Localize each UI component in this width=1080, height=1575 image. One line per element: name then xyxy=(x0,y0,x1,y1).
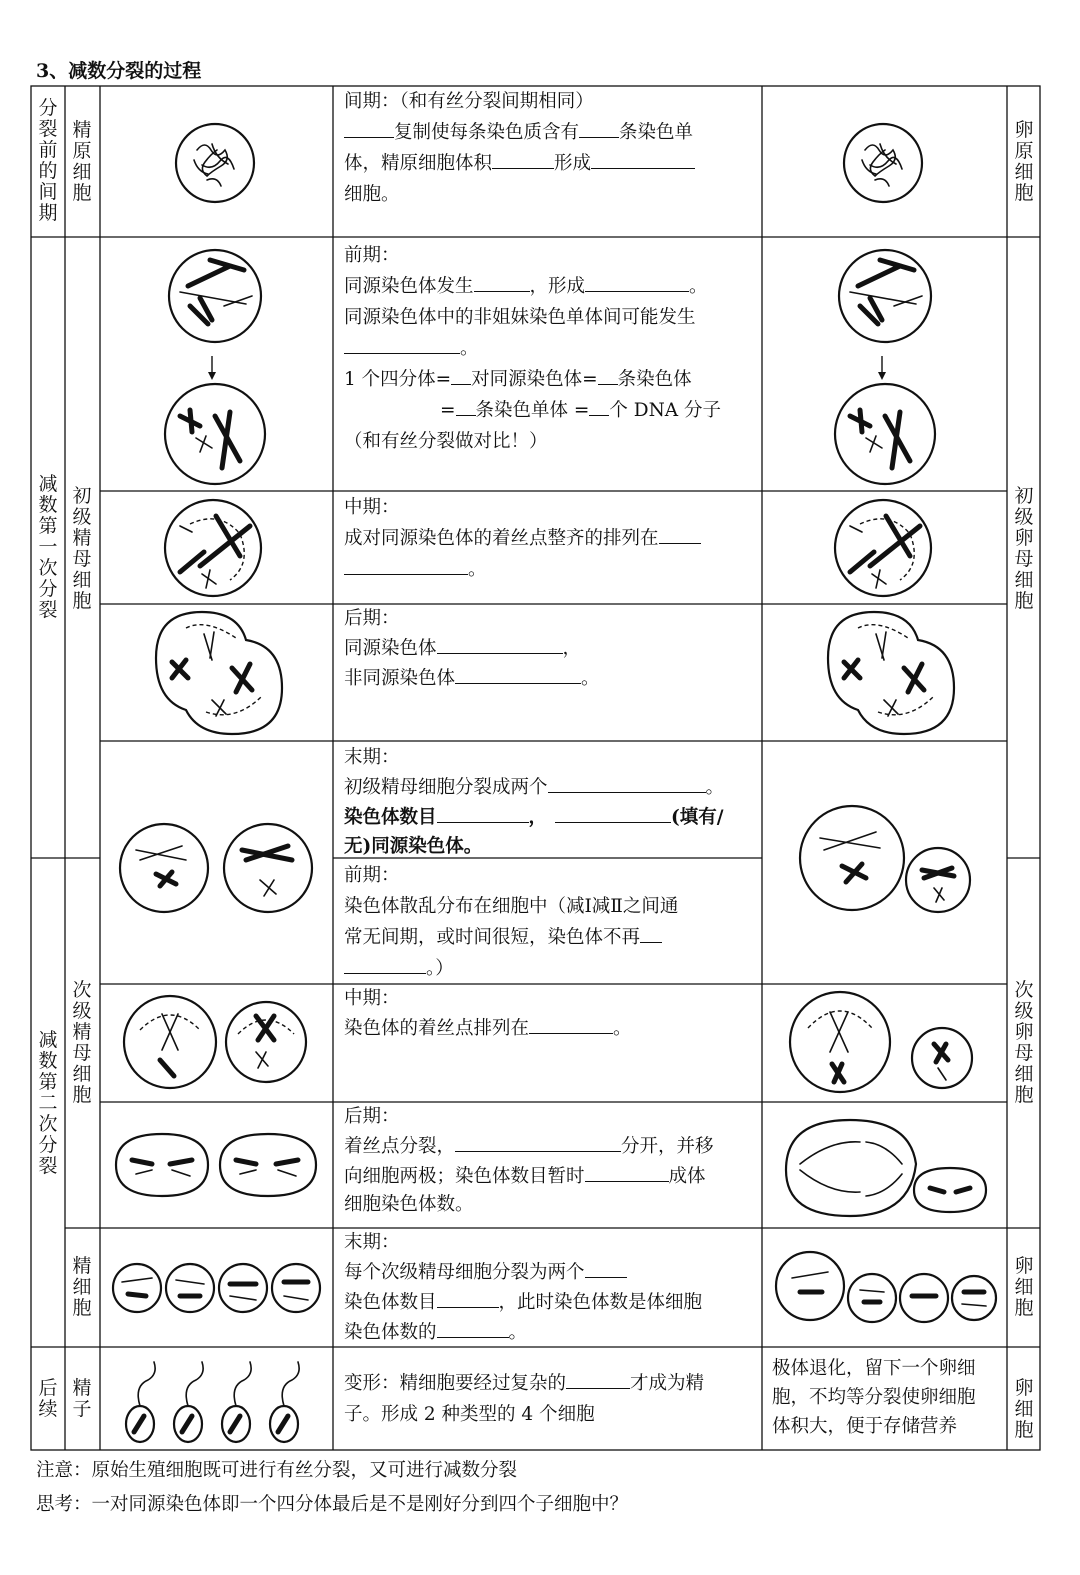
sperm-image xyxy=(112,1360,312,1444)
male-cell-spermatogonium: 精原细胞 xyxy=(72,119,92,204)
metaphase1-male-image xyxy=(160,496,266,600)
anaphase2-female-image xyxy=(780,1114,994,1222)
prophase1-male-image xyxy=(160,246,270,486)
prophase2-text: 前期： 染色体散乱分布在细胞中（减Ⅰ减Ⅱ之间通 常无间期，或时间很短，染色体不再 。） xyxy=(344,865,679,979)
anaphase1-text: 后期： 同源染色体 ， 非同源染色体 。 xyxy=(344,608,600,689)
oogonium-image xyxy=(840,120,926,206)
male-cell-primary: 初级精母细胞 xyxy=(72,485,92,612)
stage-label-after: 后续 xyxy=(38,1377,58,1420)
stage-label-meiosis1: 减数第一次分裂 xyxy=(38,473,58,621)
anaphase2-text: 后期： 着丝点分裂， 分开，并移 向细胞两极；染色体数目暂时 成体 细胞染色体数。 xyxy=(344,1106,714,1215)
female-cell-primary: 初级卵母细胞 xyxy=(1014,485,1034,612)
after-male-text: 变形：精细胞要经过复杂的 才成为精 子。形成 2 种类型的 4 个细胞 xyxy=(344,1368,704,1430)
anaphase1-female-image xyxy=(818,608,958,738)
male-cell-secondary: 次级精母细胞 xyxy=(72,979,92,1106)
female-cell-oogonium: 卵原细胞 xyxy=(1014,119,1034,204)
metaphase1-female-image xyxy=(830,496,936,600)
telophase2-female-image xyxy=(772,1248,998,1324)
metaphase2-female-image xyxy=(786,988,982,1096)
prophase1-text: 前期： 同源染色体发生 ，形成 。 同源染色体中的非姐妹染色单体间可能发生 。 1 个四分体= 对同源染色体= 条染色体 = 条染色单体 = 个 DNA 分子 （和有丝分裂做对比！） xyxy=(344,245,722,452)
prophase1-female-image xyxy=(830,246,940,486)
stage-label-pre: 分裂前的间期 xyxy=(38,97,58,224)
stage-label-meiosis2: 减数第二次分裂 xyxy=(38,1029,58,1177)
anaphase2-male-image xyxy=(112,1130,322,1200)
spermatogonium-image xyxy=(172,120,258,206)
note-think: 思考：一对同源染色体即一个四分体最后是不是刚好分到四个子细胞中？ xyxy=(36,1494,629,1515)
telophase1-male-image xyxy=(116,820,316,916)
interphase-text: 间期：（和有丝分裂间期相同） 复制使每条染色质含有 条染色单 体，精原细胞体积 形成 细胞。 xyxy=(344,91,694,205)
telophase1-female-image xyxy=(796,802,976,920)
telophase2-text: 末期： 每个次级精母细胞分裂为两个 染色体数目 ，此时染色体数是体细胞 染色体数的 。 xyxy=(344,1232,703,1343)
after-female-text: 极体退化，留下一个卵细 胞，不均等分裂使卵细胞 体积大，便于存储营养 xyxy=(772,1358,976,1437)
female-cell-secondary: 次级卵母细胞 xyxy=(1014,979,1034,1106)
anaphase1-male-image xyxy=(146,608,286,738)
male-cell-sperm: 精子 xyxy=(72,1377,92,1420)
page-title: 3、减数分裂的过程 xyxy=(36,60,202,82)
female-cell-egg-final: 卵细胞 xyxy=(1014,1377,1034,1441)
note-attention: 注意：原始生殖细胞既可进行有丝分裂，又可进行减数分裂 xyxy=(36,1460,518,1481)
metaphase2-male-image xyxy=(120,990,310,1094)
metaphase2-text: 中期： 染色体的着丝点排列在 。 xyxy=(344,988,632,1039)
female-cell-egg: 卵细胞 xyxy=(1014,1255,1034,1319)
telophase2-male-image xyxy=(110,1260,322,1316)
male-cell-spermatid: 精细胞 xyxy=(72,1255,92,1319)
telophase1-text: 末期： 初级精母细胞分裂成两个 。 染色体数目 ， (填有/ 无)同源染色体。 xyxy=(344,747,725,857)
metaphase1-text: 中期： 成对同源染色体的着丝点整齐的排列在 。 xyxy=(344,492,701,585)
